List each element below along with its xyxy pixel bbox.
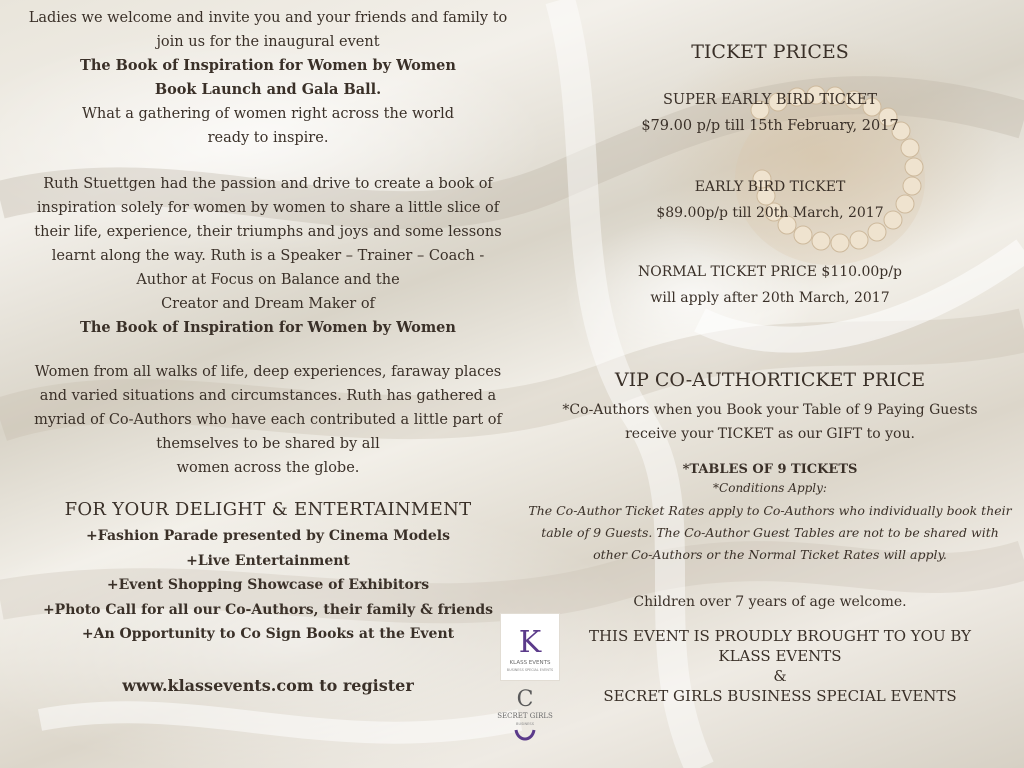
conditions-text (520, 500, 1020, 566)
presented-by-line: THIS EVENT IS PROUDLY BROUGHT TO YOU BY (588, 627, 972, 645)
intro-line: Ladies we welcome and invite you and your friends and family to (28, 10, 508, 26)
logo-tag: BUSINESS SPECIAL EVENTS (506, 668, 554, 672)
vip-heading: VIP CO-AUTHORTICKET PRICE (614, 369, 926, 391)
logo-name: KLASS EVENTS (509, 660, 551, 666)
ticket-note: will apply after 20th March, 2017 (650, 290, 890, 306)
entertainment-item: +Photo Call for all our Co-Authors, their family & friends (42, 601, 494, 618)
intro-paragraph (8, 6, 528, 150)
ticket-label: NORMAL TICKET PRICE $110.00p/p (638, 264, 902, 280)
tables-heading: *TABLES OF 9 TICKETS (682, 462, 858, 477)
presenter-name: KLASS EVENTS (718, 647, 842, 665)
conditions-line: other Co-Authors or the Normal Ticket Rates will apply. (593, 547, 947, 562)
ruth-paragraph (8, 172, 528, 340)
event-title: Book Launch and Gala Ball. (154, 81, 382, 98)
ticket-price: $89.00p/p till 20th March, 2017 (656, 205, 884, 221)
entertainment-heading: FOR YOUR DELIGHT & ENTERTAINMENT (64, 499, 472, 520)
vip-line: *Co-Authors when you Book your Table of 9 Paying Guests (562, 402, 978, 418)
women-line: myriad of Co-Authors who have each contributed a little part of (34, 412, 502, 428)
intro-line: join us for the inaugural event (156, 34, 380, 50)
vip-description (530, 398, 1010, 446)
secret-girls-business-logo (496, 684, 554, 746)
presenter-name: SECRET GIRLS BUSINESS SPECIAL EVENTS (603, 687, 957, 705)
children-note: Children over 7 years of age welcome. (633, 594, 907, 610)
ruth-line: inspiration solely for women by women to share a little slice of (36, 200, 500, 216)
logo-tag: BUSINESS (516, 722, 534, 726)
tables-of-9-section (520, 460, 1020, 566)
women-line: women across the globe. (176, 460, 360, 476)
entertainment-item: +Live Entertainment (186, 552, 350, 569)
book-title: The Book of Inspiration for Women by Women (80, 57, 456, 74)
logo-letter: K (518, 625, 542, 660)
intro-line: ready to inspire. (207, 130, 329, 146)
ruth-line: Ruth Stuettgen had the passion and drive to create a book of (43, 176, 493, 192)
intro-line: What a gathering of women right across the world (81, 106, 455, 122)
conditions-line: table of 9 Guests. The Co-Author Guest Tables are not to be shared with (541, 525, 999, 540)
entertainment-item: +Fashion Parade presented by Cinema Models (86, 528, 450, 544)
ticket-label: EARLY BIRD TICKET (694, 179, 846, 195)
ampersand: & (773, 667, 787, 685)
women-paragraph (8, 360, 528, 480)
book-title: The Book of Inspiration for Women by Women (80, 319, 456, 336)
ticket-label: SUPER EARLY BIRD TICKET (663, 92, 877, 108)
ruth-line: Creator and Dream Maker of (161, 296, 375, 312)
klass-events-logo (500, 613, 560, 681)
ruth-line: learnt along the way. Ruth is a Speaker – Trainer – Coach - (51, 248, 485, 264)
entertainment-item: +An Opportunity to Co Sign Books at the Event (81, 626, 455, 642)
ticket-price: $79.00 p/p till 15th February, 2017 (641, 118, 899, 134)
entertainment-item: +Event Shopping Showcase of Exhibitors (106, 577, 430, 593)
conditions-line: The Co-Author Ticket Rates apply to Co-Authors who individually book their (528, 503, 1012, 518)
logo-name: SECRET GIRLS (497, 712, 553, 720)
early-bird-ticket (560, 174, 980, 226)
women-line: Women from all walks of life, deep experiences, faraway places (34, 364, 502, 380)
super-early-bird-ticket (560, 87, 980, 139)
women-line: themselves to be shared by all (156, 436, 380, 452)
ruth-line: Author at Focus on Balance and the (136, 272, 400, 288)
register-link[interactable]: www.klassevents.com to register (122, 676, 414, 695)
vip-line: receive your TICKET as our GIFT to you. (625, 426, 915, 442)
women-line: and varied situations and circumstances. Ruth has gathered a (39, 388, 497, 404)
logo-letter: C (516, 687, 534, 712)
ruth-line: their life, experience, their triumphs and joys and some lessons (34, 224, 502, 240)
ticket-prices-heading: TICKET PRICES (691, 41, 849, 63)
entertainment-section (8, 498, 528, 647)
normal-ticket (560, 259, 980, 311)
presented-by (560, 626, 1000, 706)
conditions-note: *Conditions Apply: (713, 481, 827, 495)
